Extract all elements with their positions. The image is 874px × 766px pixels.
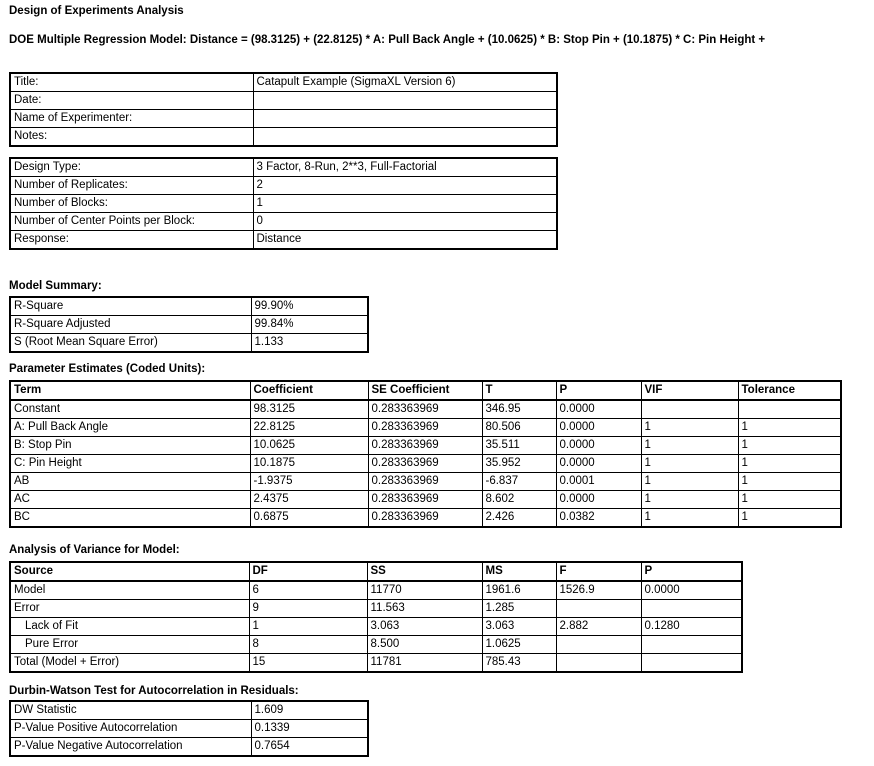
- cell-p: [641, 636, 742, 654]
- table-row: [10, 738, 368, 757]
- cell-f: [556, 600, 641, 618]
- anova-table: [9, 561, 743, 673]
- cell-df: 8: [249, 636, 367, 654]
- cell-df: 1: [249, 618, 367, 636]
- table-row: [10, 177, 557, 195]
- row-label: Name of Experimenter:: [10, 110, 253, 128]
- cell-ms: 1961.6: [482, 581, 556, 600]
- column-header-df[interactable]: DF: [249, 562, 367, 581]
- row-label: Number of Center Points per Block:: [10, 213, 253, 231]
- cell-se-coefficient: 0.283363969: [368, 491, 482, 509]
- cell-vif: 1: [641, 509, 738, 528]
- table-row: [10, 491, 841, 509]
- row-label: DW Statistic: [10, 701, 251, 720]
- table-row: [10, 473, 841, 491]
- row-value: 0.1339: [251, 720, 368, 738]
- row-value[interactable]: [253, 128, 557, 147]
- regression-model-equation: DOE Multiple Regression Model: Distance = (98.3125) + (22.8125) * A: Pull Back Angle + (10.0625) * B: Stop Pin + (10.1875) * C: Pin Height +: [9, 34, 766, 46]
- table-row: [10, 581, 742, 600]
- cell-term: AC: [10, 491, 250, 509]
- cell-source: Model: [10, 581, 249, 600]
- cell-f: 1526.9: [556, 581, 641, 600]
- column-header-p[interactable]: P: [556, 381, 641, 400]
- cell-coefficient: 0.6875: [250, 509, 368, 528]
- table-row: [10, 400, 841, 419]
- row-value: 1: [253, 195, 557, 213]
- row-value[interactable]: [253, 92, 557, 110]
- cell-coefficient: -1.9375: [250, 473, 368, 491]
- row-label: Date:: [10, 92, 253, 110]
- table-row: [10, 195, 557, 213]
- column-header-p[interactable]: P: [641, 562, 742, 581]
- table-row: [10, 636, 742, 654]
- cell-p: 0.0000: [641, 581, 742, 600]
- durbin-watson-table: [9, 700, 369, 757]
- cell-p: 0.0382: [556, 509, 641, 528]
- cell-t: 2.426: [482, 509, 556, 528]
- cell-t: 35.511: [482, 437, 556, 455]
- cell-ss: 3.063: [367, 618, 482, 636]
- row-label: P-Value Positive Autocorrelation: [10, 720, 251, 738]
- table-row: [10, 334, 368, 353]
- cell-t: 346.95: [482, 400, 556, 419]
- row-label: Title:: [10, 73, 253, 92]
- cell-se-coefficient: 0.283363969: [368, 509, 482, 528]
- column-header-term[interactable]: Term: [10, 381, 250, 400]
- column-header-t[interactable]: T: [482, 381, 556, 400]
- column-header-f[interactable]: F: [556, 562, 641, 581]
- table-row: [10, 158, 557, 177]
- row-value: Distance: [253, 231, 557, 250]
- cell-df: 9: [249, 600, 367, 618]
- cell-se-coefficient: 0.283363969: [368, 419, 482, 437]
- cell-ms: 1.285: [482, 600, 556, 618]
- column-header-source[interactable]: Source: [10, 562, 249, 581]
- cell-t: 8.602: [482, 491, 556, 509]
- cell-t: 80.506: [482, 419, 556, 437]
- cell-p: 0.0000: [556, 400, 641, 419]
- row-label: Notes:: [10, 128, 253, 147]
- cell-p: 0.0000: [556, 419, 641, 437]
- cell-p: 0.1280: [641, 618, 742, 636]
- cell-term: Constant: [10, 400, 250, 419]
- cell-p: [641, 600, 742, 618]
- cell-se-coefficient: 0.283363969: [368, 455, 482, 473]
- table-header-row: [10, 381, 841, 400]
- experiment-header-table: [9, 72, 558, 147]
- row-value: 3 Factor, 8-Run, 2**3, Full-Factorial: [253, 158, 557, 177]
- cell-ss: 11.563: [367, 600, 482, 618]
- cell-vif: 1: [641, 455, 738, 473]
- cell-ss: 11770: [367, 581, 482, 600]
- row-label: Response:: [10, 231, 253, 250]
- cell-vif: 1: [641, 419, 738, 437]
- table-row: [10, 73, 557, 92]
- cell-df: 15: [249, 654, 367, 673]
- cell-se-coefficient: 0.283363969: [368, 400, 482, 419]
- cell-source: Total (Model + Error): [10, 654, 249, 673]
- row-label: P-Value Negative Autocorrelation: [10, 738, 251, 757]
- cell-tolerance: 1: [738, 455, 841, 473]
- cell-p: 0.0000: [556, 455, 641, 473]
- table-row: [10, 128, 557, 147]
- row-label: R-Square: [10, 297, 251, 316]
- column-header-vif[interactable]: VIF: [641, 381, 738, 400]
- table-row: [10, 618, 742, 636]
- cell-vif: 1: [641, 491, 738, 509]
- column-header-ms[interactable]: MS: [482, 562, 556, 581]
- cell-t: 35.952: [482, 455, 556, 473]
- cell-se-coefficient: 0.283363969: [368, 473, 482, 491]
- table-row: [10, 509, 841, 528]
- cell-ss: 8.500: [367, 636, 482, 654]
- cell-coefficient: 22.8125: [250, 419, 368, 437]
- cell-t: -6.837: [482, 473, 556, 491]
- cell-vif: [641, 400, 738, 419]
- cell-coefficient: 10.0625: [250, 437, 368, 455]
- cell-tolerance: 1: [738, 491, 841, 509]
- cell-term: BC: [10, 509, 250, 528]
- table-row: [10, 419, 841, 437]
- row-label: Number of Replicates:: [10, 177, 253, 195]
- cell-tolerance: 1: [738, 509, 841, 528]
- row-label: Number of Blocks:: [10, 195, 253, 213]
- cell-tolerance: [738, 400, 841, 419]
- cell-coefficient: 2.4375: [250, 491, 368, 509]
- cell-tolerance: 1: [738, 473, 841, 491]
- table-row: [10, 437, 841, 455]
- table-row: [10, 316, 368, 334]
- anova-heading: Analysis of Variance for Model:: [9, 544, 180, 556]
- cell-f: 2.882: [556, 618, 641, 636]
- row-label: S (Root Mean Square Error): [10, 334, 251, 353]
- cell-se-coefficient: 0.283363969: [368, 437, 482, 455]
- row-label: R-Square Adjusted: [10, 316, 251, 334]
- table-header-row: [10, 562, 742, 581]
- cell-source: Lack of Fit: [10, 618, 249, 636]
- model-summary-heading: Model Summary:: [9, 280, 102, 292]
- cell-p: 0.0000: [556, 437, 641, 455]
- cell-coefficient: 10.1875: [250, 455, 368, 473]
- row-value: 0.7654: [251, 738, 368, 757]
- durbin-watson-heading: Durbin-Watson Test for Autocorrelation in Residuals:: [9, 685, 299, 697]
- row-value: 1.133: [251, 334, 368, 353]
- page-title: Design of Experiments Analysis: [9, 5, 184, 17]
- table-row: [10, 297, 368, 316]
- cell-term: A: Pull Back Angle: [10, 419, 250, 437]
- row-value: 0: [253, 213, 557, 231]
- table-row: [10, 92, 557, 110]
- design-info-table: [9, 157, 558, 250]
- table-row: [10, 455, 841, 473]
- cell-ms: 1.0625: [482, 636, 556, 654]
- table-row: [10, 654, 742, 673]
- cell-term: AB: [10, 473, 250, 491]
- cell-tolerance: 1: [738, 437, 841, 455]
- table-row: [10, 231, 557, 250]
- cell-p: 0.0000: [556, 491, 641, 509]
- row-value: 99.84%: [251, 316, 368, 334]
- parameter-estimates-table: [9, 380, 842, 528]
- cell-f: [556, 654, 641, 673]
- model-summary-table: [9, 296, 369, 353]
- parameter-estimates-heading: Parameter Estimates (Coded Units):: [9, 363, 206, 375]
- cell-p: 0.0001: [556, 473, 641, 491]
- cell-source: Pure Error: [10, 636, 249, 654]
- cell-term: C: Pin Height: [10, 455, 250, 473]
- row-label: Design Type:: [10, 158, 253, 177]
- cell-vif: 1: [641, 473, 738, 491]
- cell-ss: 11781: [367, 654, 482, 673]
- row-value: 1.609: [251, 701, 368, 720]
- cell-p: [641, 654, 742, 673]
- column-header-coefficient[interactable]: Coefficient: [250, 381, 368, 400]
- table-row: [10, 720, 368, 738]
- cell-f: [556, 636, 641, 654]
- table-row: [10, 701, 368, 720]
- cell-ms: 785.43: [482, 654, 556, 673]
- cell-term: B: Stop Pin: [10, 437, 250, 455]
- column-header-tolerance[interactable]: Tolerance: [738, 381, 841, 400]
- cell-vif: 1: [641, 437, 738, 455]
- cell-tolerance: 1: [738, 419, 841, 437]
- cell-source: Error: [10, 600, 249, 618]
- cell-coefficient: 98.3125: [250, 400, 368, 419]
- table-row: [10, 213, 557, 231]
- row-value: 99.90%: [251, 297, 368, 316]
- cell-df: 6: [249, 581, 367, 600]
- column-header-ss[interactable]: SS: [367, 562, 482, 581]
- table-row: [10, 110, 557, 128]
- cell-ms: 3.063: [482, 618, 556, 636]
- column-header-se-coefficient[interactable]: SE Coefficient: [368, 381, 482, 400]
- row-value: 2: [253, 177, 557, 195]
- row-value[interactable]: Catapult Example (SigmaXL Version 6): [253, 73, 557, 92]
- row-value[interactable]: [253, 110, 557, 128]
- table-row: [10, 600, 742, 618]
